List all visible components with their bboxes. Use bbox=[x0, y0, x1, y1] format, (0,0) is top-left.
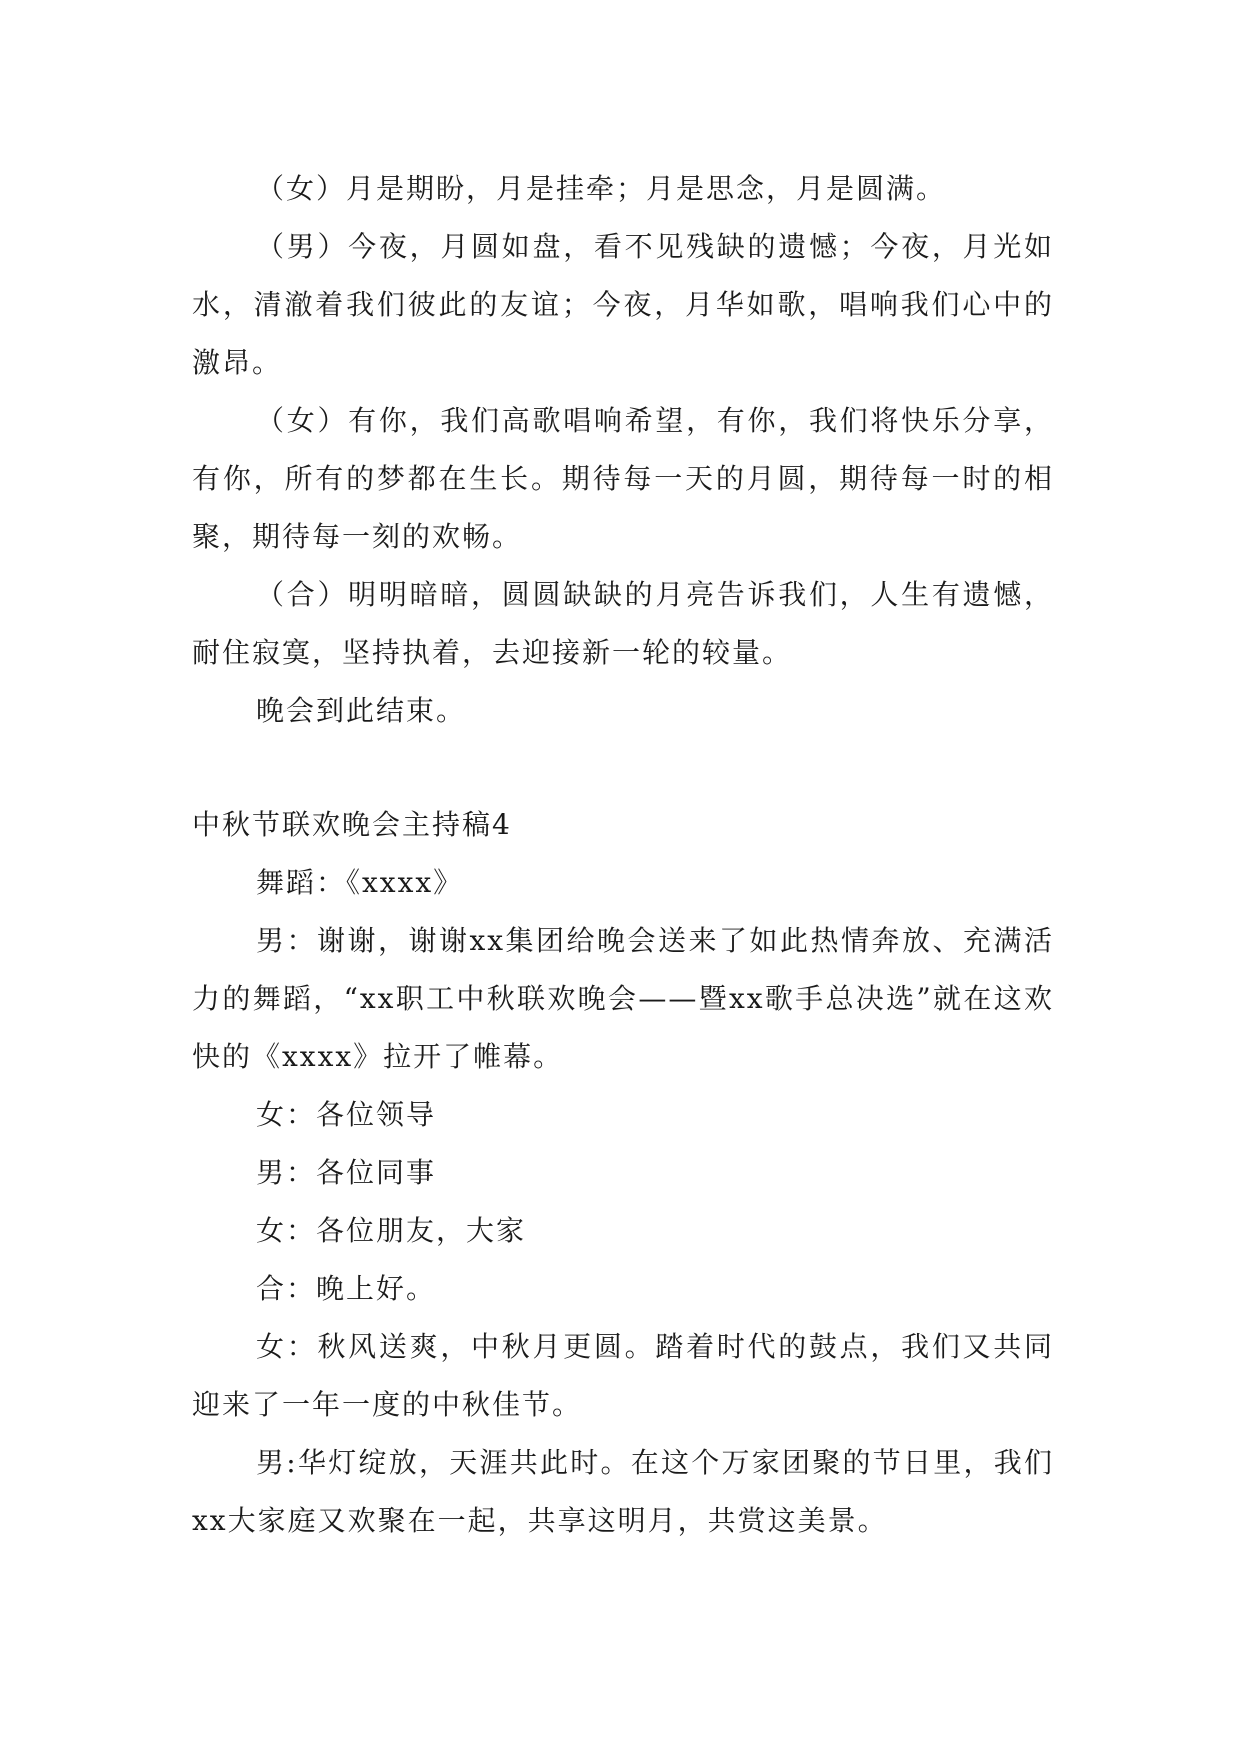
paragraph: 女：各位朋友，大家 bbox=[256, 1214, 527, 1247]
paragraph: （女）月是期盼，月是挂牵；月是思念，月是圆满。 bbox=[256, 172, 947, 205]
paragraph: 女：秋风送爽，中秋月更圆。踏着时代的鼓点，我们又共同迎来了一年一度的中秋佳节。 bbox=[192, 1330, 1054, 1421]
paragraph: 男:华灯绽放，天涯共此时。在这个万家团聚的节日里，我们xx大家庭又欢聚在一起，共享这明月，共赏这美景。 bbox=[192, 1446, 1054, 1537]
paragraph: 舞蹈：《xxxx》 bbox=[256, 866, 464, 899]
paragraph: （男）今夜，月圆如盘，看不见残缺的遗憾；今夜，月光如水，清澈着我们彼此的友谊；今夜，月华如歌，唱响我们心中的激昂。 bbox=[192, 230, 1054, 379]
paragraph: 晚会到此结束。 bbox=[256, 694, 467, 727]
section-gap bbox=[192, 740, 1054, 796]
paragraph: （女）有你，我们高歌唱响希望，有你，我们将快乐分享，有你，所有的梦都在生长。期待每一天的月圆，期待每一时的相聚，期待每一刻的欢畅。 bbox=[192, 404, 1054, 553]
paragraph: 男：谢谢，谢谢xx集团给晚会送来了如此热情奔放、充满活力的舞蹈，“xx职工中秋联欢晚会——暨xx歌手总决选”就在这欢快的《xxxx》拉开了帷幕。 bbox=[192, 924, 1054, 1073]
paragraph: 男：各位同事 bbox=[256, 1156, 437, 1189]
paragraph: （合）明明暗暗，圆圆缺缺的月亮告诉我们，人生有遗憾，耐住寂寞，坚持执着，去迎接新一轮的较量。 bbox=[192, 578, 1054, 669]
paragraph: 女：各位领导 bbox=[256, 1098, 437, 1131]
paragraph: 合：晚上好。 bbox=[256, 1272, 437, 1305]
section-heading: 中秋节联欢晚会主持稿4 bbox=[192, 808, 512, 841]
document-body bbox=[192, 160, 1054, 1550]
